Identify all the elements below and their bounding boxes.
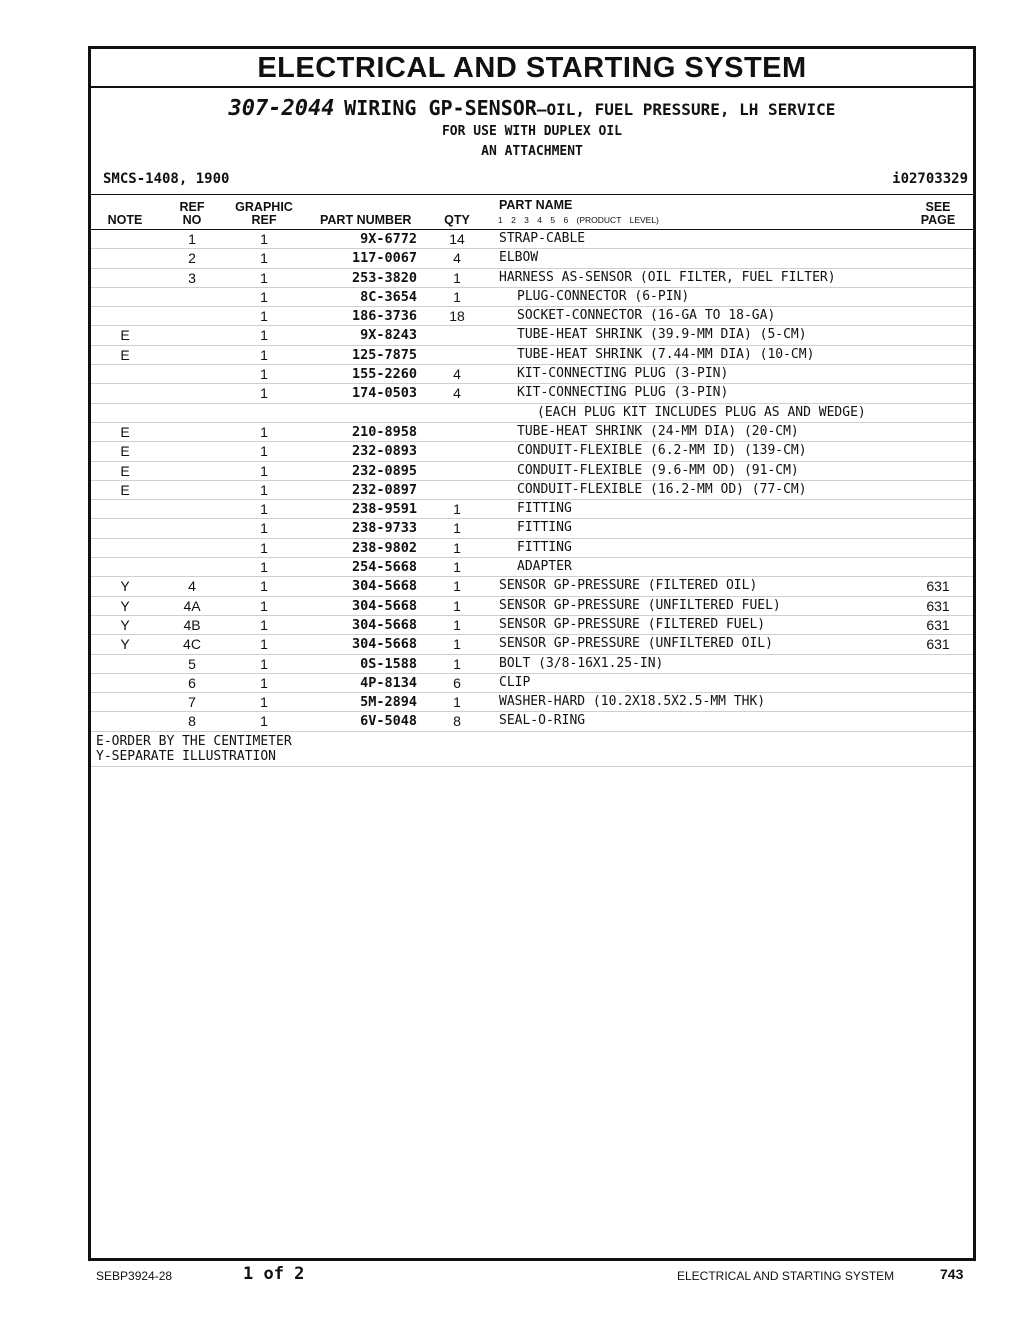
col-part-name: PART NAME [499,198,573,212]
part-number-cell: 8C-3654 [360,288,417,305]
qty-cell: 8 [453,713,461,730]
ref-no-cell: 6 [188,674,196,691]
col-graphic-bottom: REF [251,213,277,227]
graphic-ref-cell: 1 [260,231,268,247]
ref-no-cell: 1 [188,231,196,247]
part-name-cell: ELBOW [499,250,539,266]
graphic-ref-cell: 1 [260,385,268,402]
ref-no-cell: 4A [183,597,201,614]
part-name-cell: FITTING [517,501,572,517]
qty-cell: 1 [453,501,461,518]
note-cell: Y [120,616,130,633]
table-row [91,616,973,635]
ref-no-cell: 4 [188,578,196,595]
graphic-ref-cell: 1 [260,481,268,498]
table-header [91,195,973,230]
graphic-ref-cell: 1 [260,520,268,537]
graphic-ref-cell: 1 [260,269,268,286]
legend-e: E-ORDER BY THE CENTIMETER [96,733,292,749]
graphic-ref-cell: 1 [260,559,268,576]
part-name-cell: SENSOR GP-PRESSURE (FILTERED FUEL) [499,616,766,632]
part-number-cell: 174-0503 [351,385,417,402]
table-row [91,481,973,500]
part-name-cell: SOCKET-CONNECTOR (16-GA TO 18-GA) [517,308,776,324]
graphic-ref-cell: 1 [260,327,268,344]
graphic-ref-cell: 1 [260,694,268,711]
part-number-cell: 238-9591 [351,501,417,518]
graphic-ref-cell: 1 [260,674,268,691]
group-title [91,96,973,122]
part-number-cell: 232-0897 [351,481,417,498]
graphic-ref-cell: 1 [260,713,268,730]
part-number-cell: 9X-6772 [360,231,417,247]
part-name-cell: CONDUIT-FLEXIBLE (6.2-MM ID) (139-CM) [517,443,807,459]
note-cell: E [120,462,130,479]
graphic-ref-cell: 1 [260,616,268,633]
see-page-cell: 631 [926,636,950,653]
group-name: WIRING GP-SENSOR [344,96,537,120]
part-number-cell: 232-0895 [351,462,417,479]
usage-note-line-1: FOR USE WITH DUPLEX OIL [441,124,622,139]
ref-no-cell: 4B [183,616,201,633]
col-see-bottom: PAGE [920,213,956,227]
part-name-cell: TUBE-HEAT SHRINK (7.44-MM DIA) (10-CM) [517,346,815,362]
part-number-cell: 5M-2894 [360,694,417,711]
part-name-cell: (EACH PLUG KIT INCLUDES PLUG AS AND WEDGE) [537,404,866,420]
graphic-ref-cell: 1 [260,308,268,325]
part-name-cell: CLIP [499,674,531,690]
note-cell: Y [120,578,130,595]
qty-cell: 1 [453,269,461,286]
document-identifier: i02703329 [892,171,968,187]
ref-no-cell: 7 [188,694,196,711]
table-row [91,365,973,384]
note-cell: E [120,443,130,460]
qty-cell: 1 [453,288,461,305]
part-number-cell: 304-5668 [351,597,417,614]
ref-no-cell: 2 [188,250,196,267]
table-row [91,384,973,403]
table-row [91,307,973,326]
part-name-cell: KIT-CONNECTING PLUG (3-PIN) [517,366,729,382]
part-number-cell: 253-3820 [351,269,417,286]
part-number-cell: 117-0067 [351,250,417,267]
part-name-cell: SEAL-O-RING [499,713,586,729]
table-row [91,230,973,249]
graphic-ref-cell: 1 [260,366,268,383]
graphic-ref-cell: 1 [260,539,268,556]
qty-cell: 14 [449,231,465,247]
part-number-cell: 238-9733 [351,520,417,537]
section-title: ELECTRICAL AND STARTING SYSTEM [91,49,973,88]
table-row [91,346,973,365]
parts-table-body [91,230,973,732]
table-row [91,288,973,307]
table-row [91,326,973,345]
table-row [91,500,973,519]
part-name-cell: BOLT (3/8-16X1.25-IN) [499,655,664,671]
table-row [91,249,973,268]
graphic-ref-cell: 1 [260,578,268,595]
note-cell: Y [120,636,130,653]
footer-section-name: ELECTRICAL AND STARTING SYSTEM [677,1269,895,1283]
col-see-top: SEE [925,200,951,214]
see-page-cell: 631 [926,616,950,633]
ref-no-cell: 5 [188,655,196,672]
col-note: NOTE [107,213,143,227]
table-row [91,404,973,423]
qty-cell: 1 [453,655,461,672]
part-name-cell: SENSOR GP-PRESSURE (FILTERED OIL) [499,578,758,594]
part-name-cell: SENSOR GP-PRESSURE (UNFILTERED FUEL) [499,597,781,613]
graphic-ref-cell: 1 [260,597,268,614]
table-row [91,712,973,731]
usage-note-line-2: AN ATTACHMENT [481,144,583,159]
part-name-cell: SENSOR GP-PRESSURE (UNFILTERED OIL) [499,636,773,652]
note-cell: E [120,327,130,344]
table-row [91,442,973,461]
part-number-cell: 304-5668 [351,636,417,653]
footer-document-number: SEBP3924-28 [96,1269,173,1283]
qty-cell: 1 [453,597,461,614]
part-name-cell: CONDUIT-FLEXIBLE (9.6-MM OD) (91-CM) [517,462,799,478]
part-number-cell: 9X-8243 [360,327,417,344]
graphic-ref-cell: 1 [260,346,268,363]
part-name-cell: TUBE-HEAT SHRINK (24-MM DIA) (20-CM) [517,423,799,439]
part-number-cell: 232-0893 [351,443,417,460]
note-cell: Y [120,597,130,614]
qty-cell: 4 [453,250,461,267]
note-cell: E [120,481,130,498]
part-name-cell: KIT-CONNECTING PLUG (3-PIN) [517,385,729,401]
table-row [91,597,973,616]
ref-no-cell: 8 [188,713,196,730]
part-number-cell: 304-5668 [351,578,417,595]
table-row [91,423,973,442]
table-row [91,655,973,674]
part-name-cell: FITTING [517,539,572,555]
part-number-cell: 254-5668 [351,559,417,576]
graphic-ref-cell: 1 [260,250,268,267]
smcs-code: SMCS-1408, 1900 [103,171,230,187]
see-page-cell: 631 [926,597,950,614]
part-name-cell: FITTING [517,520,572,536]
graphic-ref-cell: 1 [260,443,268,460]
note-cell: E [120,346,130,363]
graphic-ref-cell: 1 [260,636,268,653]
footer-page-number: 743 [940,1266,964,1282]
group-part-number: 307-2044 [228,96,335,121]
part-name-cell: CONDUIT-FLEXIBLE (16.2-MM OD) (77-CM) [517,481,807,497]
col-ref-top: REF [179,200,205,214]
qty-cell: 1 [453,636,461,653]
footer-page-of: 1 of 2 [243,1264,305,1284]
part-number-cell: 125-7875 [351,346,417,363]
qty-cell: 1 [453,520,461,537]
page-footer [0,1262,1020,1292]
table-row [91,539,973,558]
part-number-cell: 210-8958 [351,423,417,440]
smcs-row [91,168,973,195]
qty-cell: 4 [453,366,461,383]
graphic-ref-cell: 1 [260,655,268,672]
ref-no-cell: 4C [183,636,201,653]
part-number-cell: 155-2260 [351,366,417,383]
part-name-cell: TUBE-HEAT SHRINK (39.9-MM DIA) (5-CM) [517,327,807,343]
col-product-level: 1 2 3 4 5 6 (PRODUCT LEVEL) [498,215,659,225]
table-row [91,519,973,538]
qty-cell: 1 [453,616,461,633]
qty-cell: 1 [453,539,461,556]
qty-cell: 1 [453,578,461,595]
qty-cell: 4 [453,385,461,402]
col-ref-bottom: NO [182,213,202,227]
see-page-cell: 631 [926,578,950,595]
col-part-number: PART NUMBER [320,213,412,227]
col-qty: QTY [444,213,470,227]
part-name-cell: ADAPTER [517,559,572,575]
table-row [91,269,973,288]
qty-cell: 18 [449,308,465,325]
qty-cell: 1 [453,559,461,576]
notes-legend [91,732,973,767]
part-number-cell: 238-9802 [351,539,417,556]
table-row [91,635,973,654]
ref-no-cell: 3 [188,269,196,286]
part-number-cell: 186-3736 [351,308,417,325]
col-graphic-top: GRAPHIC [235,200,293,214]
part-name-cell: PLUG-CONNECTOR (6-PIN) [517,288,690,304]
legend-y: Y-SEPARATE ILLUSTRATION [96,748,277,764]
part-number-cell: 304-5668 [351,616,417,633]
table-row [91,693,973,712]
part-name-cell: WASHER-HARD (10.2X18.5X2.5-MM THK) [499,694,766,710]
part-name-cell: HARNESS AS-SENSOR (OIL FILTER, FUEL FILTER) [499,269,836,285]
graphic-ref-cell: 1 [260,423,268,440]
table-row [91,674,973,693]
parts-page-frame [88,46,976,1261]
note-cell: E [120,423,130,440]
graphic-ref-cell: 1 [260,501,268,518]
part-name-cell: STRAP-CABLE [499,231,586,246]
graphic-ref-cell: 1 [260,288,268,305]
table-row [91,462,973,481]
group-description: —OIL, FUEL PRESSURE, LH SERVICE [536,100,836,119]
part-number-cell: 4P-8134 [360,674,417,691]
graphic-ref-cell: 1 [260,462,268,479]
part-number-cell: 6V-5048 [360,713,417,730]
table-row [91,558,973,577]
table-row [91,577,973,596]
part-number-cell: 0S-1588 [360,655,417,672]
qty-cell: 1 [453,694,461,711]
qty-cell: 6 [453,674,461,691]
